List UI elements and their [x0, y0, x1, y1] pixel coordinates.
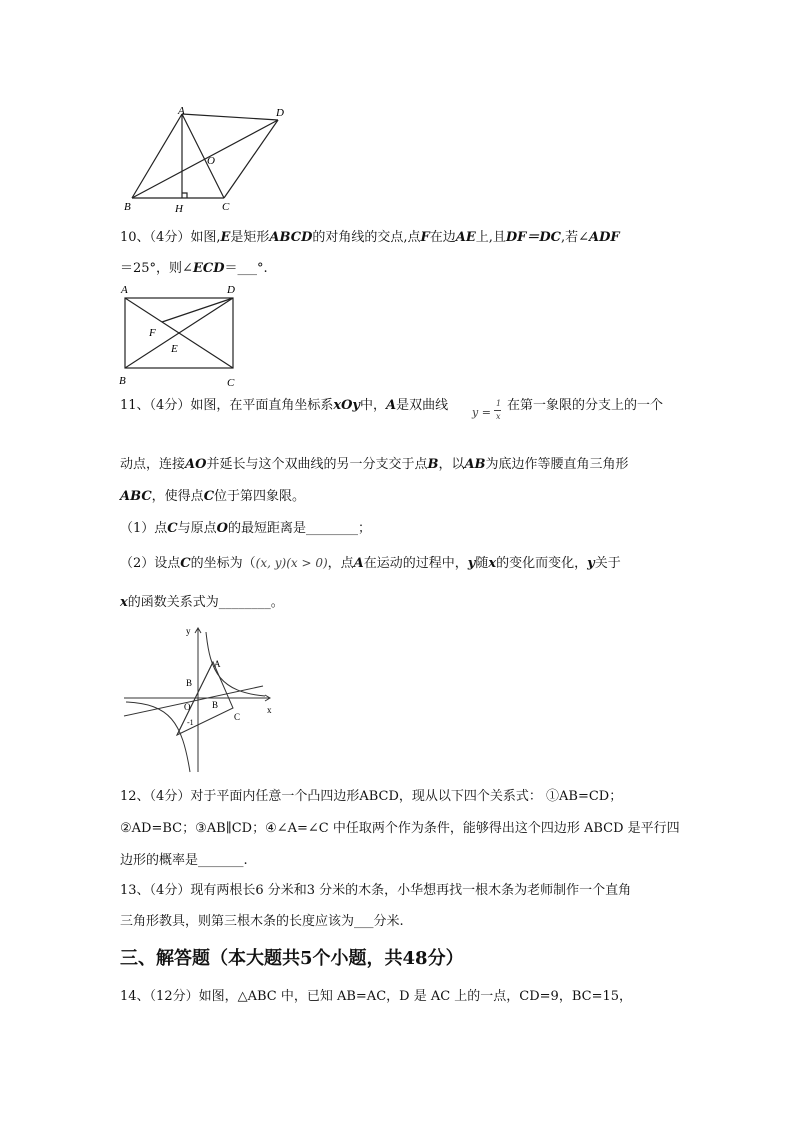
label-e: E — [171, 343, 178, 355]
rectangle-figure — [115, 280, 245, 390]
right-angle-mark — [182, 193, 187, 198]
label-c: C — [234, 712, 241, 722]
q10-line2: ＝25°，则∠ECD＝___°. — [120, 261, 268, 276]
diagonal-ac — [182, 114, 224, 198]
label-b: B — [124, 201, 131, 213]
hyperbola-formula: y = 1 x — [472, 399, 502, 421]
q12-line1: 12、（4分）对于平面内任意一个凸四边形ABCD，现从以下四个关系式： ①AB=CD； — [120, 789, 623, 804]
q11-part3: x的函数关系式为________。 — [120, 595, 284, 610]
label-b: B — [212, 700, 219, 710]
label-a: A — [178, 105, 185, 117]
label-d: D — [276, 107, 284, 119]
rhombus-figure — [118, 100, 293, 218]
q14-line1: 14、（12分）如图，△ABC 中，已知 AB=AC，D 是 AC 上的一点，CD=9，BC=15， — [120, 989, 633, 1004]
label-d: D — [227, 284, 235, 296]
diagonal-bd — [132, 120, 278, 198]
q11-line2: 动点，连接AO并延长与这个双曲线的另一分支交于点B，以AB为底边作等腰直角三角形 — [120, 457, 629, 472]
q12-line3: 边形的概率是_______. — [120, 853, 248, 868]
q11-line1-tail: 在第一象限的分支上的一个 — [507, 398, 664, 413]
side-ab — [132, 114, 182, 198]
label-minus1: -1 — [187, 718, 194, 727]
label-o: O — [207, 155, 215, 167]
q12-line2: ②AD=BC；③AB∥CD；④∠A=∠C 中任取两个作为条件，能够得出这个四边形 ABCD 是平行四 — [120, 821, 680, 836]
label-h: H — [175, 203, 183, 215]
label-a: A — [121, 284, 128, 296]
q11-part2: （2）设点C的坐标为（(x, y)(x > 0)，点A在运动的过程中，y随x的变化而变化，y关于 — [120, 556, 621, 571]
q11-line3: ABC，使得点C位于第四象限。 — [120, 489, 306, 504]
hyperbola-graph — [120, 622, 280, 777]
label-b-axis: B — [186, 678, 193, 688]
label-b: B — [119, 375, 126, 387]
label-x: x — [267, 705, 272, 715]
q13-line1: 13、（4分）现有两根长6 分米和3 分米的木条，小华想再找一根木条为老师制作一个直角 — [120, 883, 632, 898]
label-y: y — [186, 626, 191, 636]
section-three-heading: 三、解答题（本大题共5个小题，共48分） — [120, 948, 464, 969]
side-ad — [182, 114, 278, 120]
label-f: F — [149, 327, 156, 339]
segment-fd — [162, 298, 233, 322]
q10-line1: 10、（4分）如图,E是矩形ABCD的对角线的交点,点F在边AE上,且DF＝DC,若∠ADF — [120, 230, 620, 245]
side-dc — [224, 120, 278, 198]
label-c: C — [227, 377, 235, 389]
q11-part1: （1）点C与原点O的最短距离是________； — [120, 521, 371, 536]
label-o: O — [184, 702, 191, 712]
q11-line1: 11、（4分）如图，在平面直角坐标系xOy中，A是双曲线 — [120, 398, 449, 413]
hyperbola-branch-2 — [126, 702, 190, 772]
label-c: C — [222, 201, 230, 213]
label-a: A — [214, 659, 221, 669]
q13-line2: 三角形教具，则第三根木条的长度应该为___分米. — [120, 914, 404, 929]
